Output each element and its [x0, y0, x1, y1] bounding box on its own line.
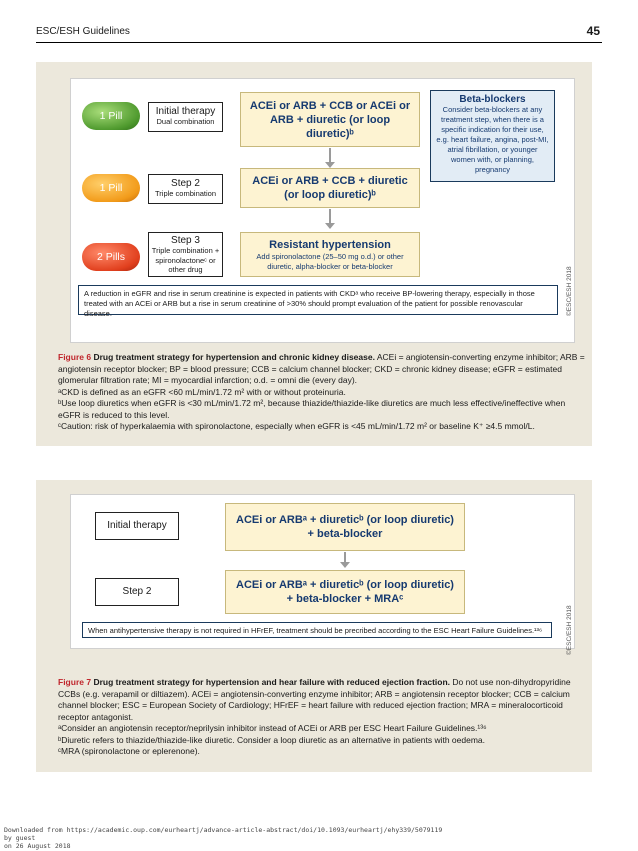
figure7-caption — [58, 677, 586, 758]
therapy-subtext: Add spironolactone (25–50 mg o.d.) or other diuretic, alpha-blocker or beta-blocker — [256, 251, 404, 271]
caption-text: ACEi = angiotensin-converting enzyme inhibitor; ARB = angiotensin receptor blocker; BP = blood pressure; CCB = calcium channel blocker; CKD = chronic kidney disease; eGFR = estimated glomerular filtration rate; MI = myocardial infarction; o.d. = omni die (every day). — [58, 352, 585, 385]
step-title: Step 2 — [171, 178, 200, 189]
therapy-text: ACEi or ARB + CCB + diuretic (or loop diuretic)ᵇ — [252, 175, 408, 201]
therapy-box-step3 — [240, 232, 420, 277]
download-info-line3: on 26 August 2018 — [4, 842, 71, 850]
pill-row1: 1 Pill — [82, 102, 140, 130]
footnote: ᵇUse loop diuretics when eGFR is <30 mL/min/1.72 m², because thiazide/thiazide-like diuretics are much less effective/ineffective when eGFR is reduced to this level. — [58, 398, 566, 420]
footnote: ᵃCKD is defined as an eGFR <60 mL/min/1.72 m² with or without proteinuria. — [58, 386, 346, 397]
pill-row3: 2 Pills — [82, 243, 140, 271]
therapy-text: ACEi or ARB + CCB or ACEi or ARB + diuretic (or loop diuretic)ᵇ — [249, 99, 411, 140]
arrow-head — [325, 223, 335, 229]
figure-title: Drug treatment strategy for hypertension and hear failure with reduced ejection fraction. — [93, 677, 451, 687]
figure6-caption — [58, 352, 586, 433]
page-number: 45 — [586, 24, 600, 38]
beta-blockers-title: Beta-blockers — [459, 94, 526, 105]
footnote: ᵇDiuretic refers to thiazide/thiazide-like diuretic. Consider a loop diuretic as an alternative in patients with oedema. — [58, 734, 486, 745]
beta-blockers-body: Consider beta-blockers at any treatment step, when there is a specific indication for their use, e.g. heart failure, angina, post-MI, atrial fibrillation, or younger women with, or planning, pregnancy — [436, 105, 549, 174]
arrow-head — [340, 562, 350, 568]
download-info-line1: Downloaded from https://academic.oup.com/eurheartj/advance-article-abstract/doi/10.1093/eurheartj/ehy339/5079119 — [4, 826, 443, 834]
footnote: ᵃConsider an angiotensin receptor/neprilysin inhibitor instead of ACEi or ARB per ESC Heart Failure Guidelines.¹³⁶ — [58, 723, 487, 733]
copyright-fig7: ©ESC/ESH 2018 — [566, 605, 573, 655]
footnote: ᶜMRA (spironolactone or eplerenone). — [58, 746, 200, 756]
download-info-line2: by guest — [4, 834, 36, 842]
step-box-initial — [148, 102, 223, 132]
therapy-text: ACEi or ARBᵃ + diureticᵇ (or loop diuretic) + beta-blocker — [236, 514, 454, 540]
step-box-3 — [148, 232, 223, 277]
figure-title: Drug treatment strategy for hypertension and chronic kidney disease. — [93, 352, 375, 362]
therapy-box-initial — [240, 92, 420, 147]
fig7-step-initial: Initial therapy — [95, 512, 179, 540]
figure7-note: When antihypertensive therapy is not required in HFrEF, treatment should be precribed according to the ESC Heart Failure Guidelines.¹³⁶ — [82, 622, 552, 638]
figure6-note: A reduction in eGFR and rise in serum creatinine is expected in patients with CKDᵃ who receive BP-lowering therapy, especially in those treated with an ACEi or ARB but a rise in serum creatinine of >30% should prompt evaluation of the patient for possible renovascular disease. — [78, 285, 558, 315]
step-sub: Triple combination — [155, 189, 216, 198]
figure-label: Figure 6 — [58, 352, 92, 362]
therapy-box-step2 — [240, 168, 420, 208]
fig7-step-2: Step 2 — [95, 578, 179, 606]
step-box-2 — [148, 174, 223, 204]
header-rule — [36, 42, 602, 43]
beta-blockers-box — [430, 90, 555, 182]
step-title: Step 3 — [171, 235, 200, 246]
copyright-fig6: ©ESC/ESH 2018 — [566, 266, 573, 316]
fig7-therapy-initial — [225, 503, 465, 551]
journal-header: ESC/ESH Guidelines — [36, 26, 130, 37]
step-title: Initial therapy — [155, 106, 216, 117]
figure-label: Figure 7 — [58, 677, 92, 687]
step-sub: Triple combination + spironolactoneᶜ or other drug — [151, 246, 220, 274]
pill-row2: 1 Pill — [82, 174, 140, 202]
footnote: ᶜCaution: risk of hyperkalaemia with spironolactone, especially when eGFR is <45 mL/min/1.72 m² or baseline K⁺ ≥4.5 mmol/L. — [58, 421, 535, 431]
fig7-therapy-step2 — [225, 570, 465, 614]
caption-text: Do not use non-dihydropyridine CCBs (e.g. verapamil or diltiazem). ACEi = angiotensin-converting enzyme inhibitor; ARB = angiotensin receptor blocker; CCB = calcium channel blocker; ESC = European Society of Cardiology; HFrEF = heart failure with reduced ejection fraction; MRA = mineralocorticoid receptor antagonist. — [58, 677, 571, 722]
therapy-text: ACEi or ARBᵃ + diureticᵇ (or loop diuretic) + beta-blocker + MRAᶜ — [236, 579, 454, 605]
step-sub: Dual combination — [156, 117, 215, 126]
therapy-text: Resistant hypertension — [269, 238, 391, 251]
